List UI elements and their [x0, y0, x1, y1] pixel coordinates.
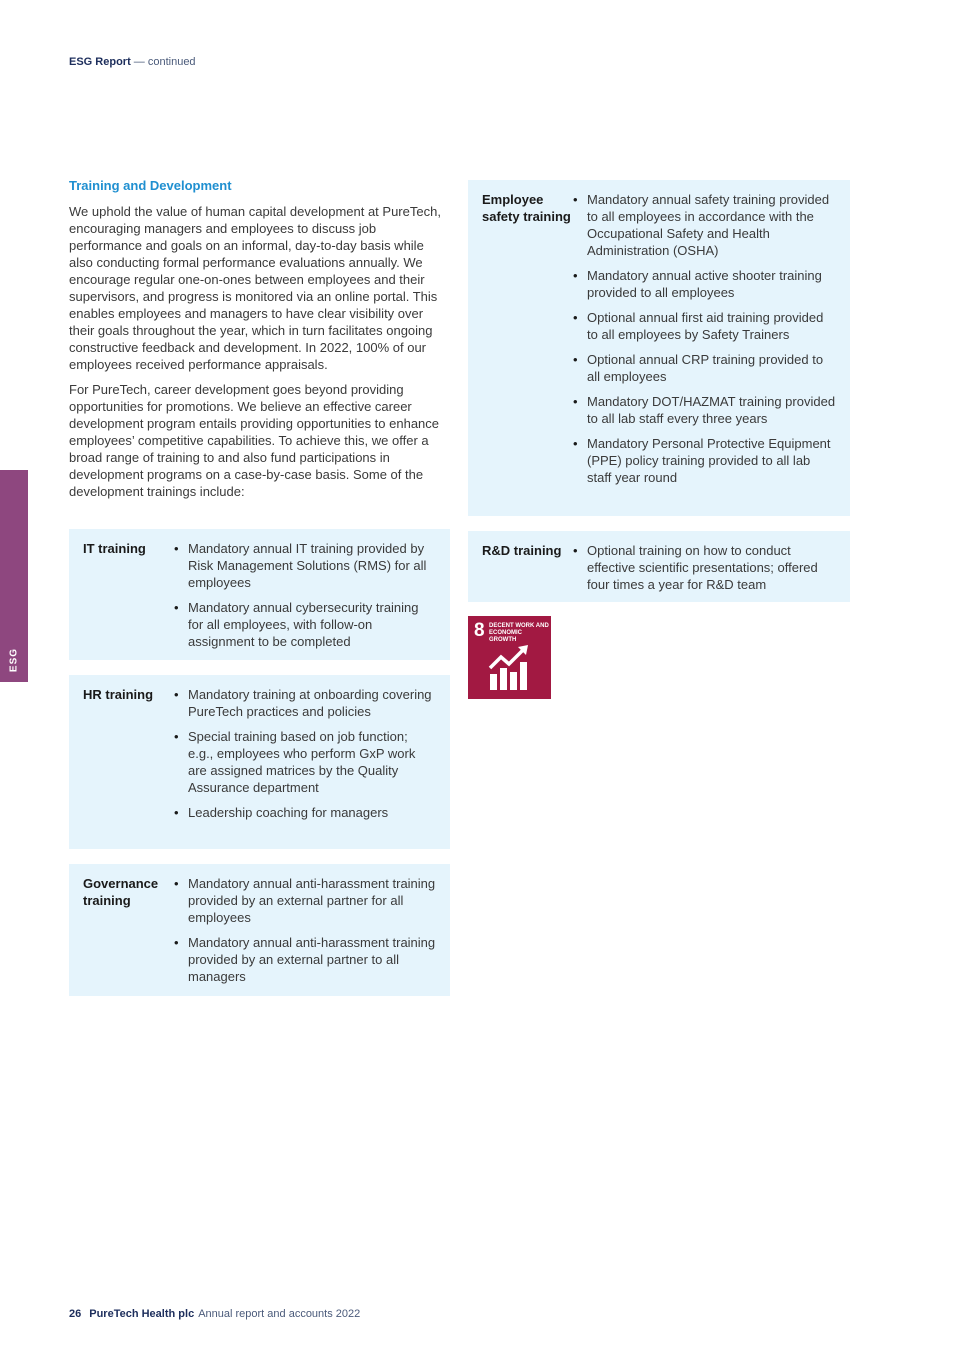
list-item: • Optional annual CRP training provided to all employees [573, 351, 836, 385]
training-label: Employee safety training [482, 192, 571, 224]
rising-chart-icon [488, 644, 532, 692]
list-item: • Leadership coaching for managers [174, 804, 436, 821]
header-report-title: ESG Report [69, 56, 131, 68]
training-label: HR training [83, 687, 154, 702]
training-list [573, 191, 836, 507]
list-item: • Mandatory training at onboarding covering PureTech practices and policies [174, 686, 436, 720]
footer-company: PureTech Health plc [89, 1308, 195, 1320]
list-item: • Special training based on job function; e.g., employees who perform GxP work are assigned matrices by the Quality Assurance department [174, 728, 436, 796]
list-item: • Mandatory annual anti-harassment training provided by an external partner to all managers [174, 934, 436, 985]
sdg-8-badge [468, 616, 551, 699]
list-item: • Mandatory annual cybersecurity training for all employees, with follow-on assignment to be completed [174, 599, 436, 650]
list-item: • Mandatory annual IT training provided by Risk Management Solutions (RMS) for all employees [174, 540, 436, 591]
intro-paragraph-2: For PureTech, career development goes beyond providing opportunities for promotions. We believe an effective career development program entails providing opportunities to enhance employees’ competitive capabilities. To achieve this, we offer a broad range of training to and also fund participations in development programs on a case-by-case basis. Some of the development trainings include: [69, 382, 440, 499]
list-item: • Mandatory annual safety training provided to all employees in accordance with the Occupational Safety and Health Administration (OSHA) [573, 191, 836, 259]
training-list [174, 540, 436, 651]
it-training-box [69, 529, 450, 660]
page-footer [69, 1308, 360, 1320]
governance-training-box [69, 864, 450, 996]
training-list [174, 875, 436, 987]
sdg-number: 8 [474, 620, 485, 641]
list-item: • Optional training on how to conduct effective scientific presentations; offered four times a year for R&D team [573, 542, 836, 593]
running-header [69, 56, 196, 68]
page-number: 26 [69, 1308, 82, 1320]
section-side-tab [0, 470, 28, 682]
list-item: • Optional annual first aid training provided to all employees by Safety Trainers [573, 309, 836, 343]
hr-training-box [69, 675, 450, 849]
intro-paragraph-1: We uphold the value of human capital development at PureTech, encouraging managers and employees to discuss job performance and goals on an informal, day-to-day basis while also conducting formal performance evaluations annually. We encourage regular one-on-ones between employees and their supervisors, and progress is monitored via an online portal. This enables employees and managers to have clear visibility over their goals throughout the year, which in turn facilitates ongoing constructive feedback and development. In 2022, 100% of our employees received performance appraisals. [69, 204, 441, 372]
rd-training-box [468, 531, 850, 602]
training-label: R&D training [482, 543, 562, 558]
training-label: Governance training [83, 876, 159, 908]
sdg-title: DECENT WORK AND ECONOMIC GROWTH [489, 623, 549, 643]
footer-document: Annual report and accounts 2022 [198, 1308, 361, 1320]
section-title: Training and Development [69, 178, 232, 193]
training-label: IT training [83, 541, 146, 556]
employee-safety-training-box [468, 180, 850, 516]
list-item: • Mandatory annual anti-harassment training provided by an external partner for all employees [174, 875, 436, 926]
side-tab-label: ESG [8, 647, 20, 673]
header-suffix: — continued [130, 56, 196, 68]
training-list [174, 686, 436, 840]
list-item: • Mandatory Personal Protective Equipment (PPE) policy training provided to all lab staff year round [573, 435, 836, 486]
list-item: • Mandatory DOT/HAZMAT training provided to all lab staff every three years [573, 393, 836, 427]
list-item: • Mandatory annual active shooter training provided to all employees [573, 267, 836, 301]
training-list [573, 542, 836, 593]
intro-column [69, 178, 449, 508]
